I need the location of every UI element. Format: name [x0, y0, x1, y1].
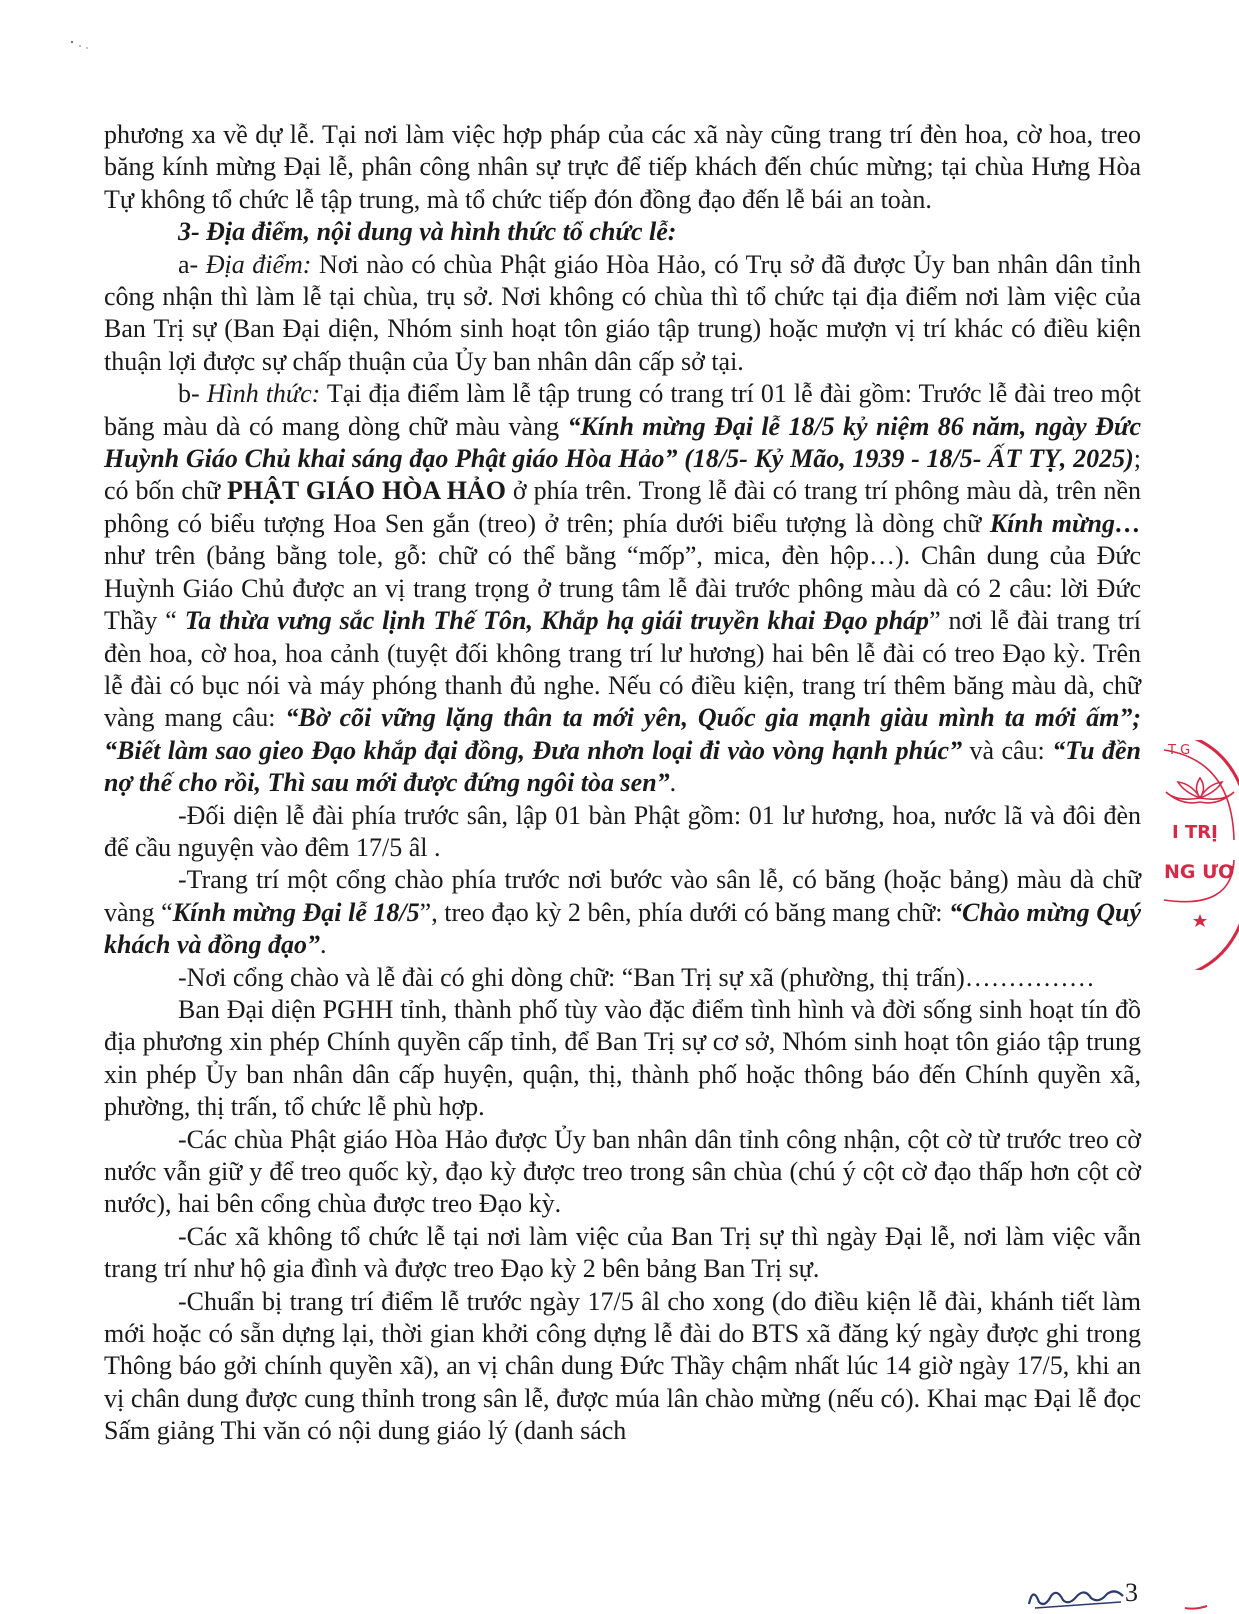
- paragraph-preparation: -Chuẩn bị trang trí điểm lễ trước ngày 17/5 âl cho xong (do điều kiện lễ đài, khánh tiết làm mới hoặc có sẵn dựng lại, thời gian khởi công dựng lễ đài do BTS xã đăng ký ngày được ghi trong Thông báo gởi chính quyền xã), an vị chân dung Đức Thầy chậm nhất lúc 14 giờ ngày 17/5, khi an vị chân dung được cung thỉnh trong sân lễ, được múa lân chào mừng (nếu có). Khai mạc Đại lễ đọc Sấm giảng Thi văn có nội dung giáo lý (danh sách: [104, 1286, 1141, 1446]
- gate-text-3: .: [319, 930, 327, 960]
- stamp-text-mid: I TRỊ: [1172, 822, 1218, 843]
- paragraph-temples: -Các chùa Phật giáo Hòa Hảo được Ủy ban nhân dân tỉnh công nhận, cột cờ từ trước treo cờ nước vẫn giữ y để treo quốc kỳ, đạo kỳ được treo trong sân chùa (chú ý cột cờ đạo thấp hơn cột cờ nước), hai bên cổng chùa được treo Đạo kỳ.: [104, 1124, 1141, 1219]
- paragraph-gate: [104, 864, 1141, 961]
- format-text-7: .: [669, 768, 677, 798]
- paragraph-format: [104, 378, 1141, 799]
- paragraph-altar: -Đối diện lễ đài phía trước sân, lập 01 bàn Phật gồm: 01 lư hương, hoa, nước lã và đôi đèn để cầu nguyện vào đêm 17/5 âl .: [104, 800, 1141, 862]
- document-body: [104, 119, 1141, 1448]
- star-icon: [1193, 914, 1207, 927]
- page-number: 3: [1125, 1578, 1138, 1607]
- gate-quote-1: Kính mừng Đại lễ 18/5: [172, 897, 420, 927]
- paragraph-gate-sign: -Nơi cổng chào và lễ đài có ghi dòng chữ: “Ban Trị sự xã (phường, thị trấn)……………: [178, 962, 1095, 992]
- location-text: Nơi nào có chùa Phật giáo Hòa Hảo, có Trụ sở đã được Ủy ban nhân dân tỉnh công nhận thì làm lễ tại chùa, trụ sở. Nơi không có chùa thì tổ chức tại địa điểm nơi làm việc của Ban Trị sự (Ban Đại diện, Nhóm sinh hoạt tôn giáo tập trung) hoặc mượn vị trí khác có điều kiện thuận lợi được sự chấp thuận của Ủy ban nhân dân cấp sở tại.: [104, 249, 1142, 376]
- stamp-text-top: T G: [1168, 743, 1191, 758]
- scan-speck-marks: [60, 38, 100, 58]
- gate-text-2: ”, treo đạo kỳ 2 bên, phía dưới có băng mang chữ:: [419, 897, 950, 927]
- caps-phgh: PHẬT GIÁO HÒA HẢO: [227, 476, 506, 506]
- format-text-5: ” nơi lễ đài trang trí đèn hoa, cờ hoa, hoa cảnh (tuyệt đối không trang trí lư hương) hai bên lễ đài có treo Đạo kỳ. Trên lễ đài có bục nói và máy phóng thanh đủ nghe. Nếu có điều kiện, trang trí thêm băng màu dà, chữ vàng mang câu:: [104, 606, 1141, 733]
- stamp-text-bot: NG ƯƠ: [1164, 861, 1235, 883]
- format-text-4: như trên (bảng bằng tole, gỗ: chữ có thể bằng “mốp”, mica, đèn hộp…). Chân dung của Đức Huỳnh Giáo Chủ được an vị trang trọng ở trung tâm lễ đài trước phông màu dà có 2 câu: lời Đức Thầy “: [104, 541, 1141, 636]
- label-location: Địa điểm:: [205, 249, 312, 279]
- format-text-3: ở phía trên. Trong lễ đài có trang trí phông màu dà, trên nền phông có biểu tượng Hoa Sen gắn (treo) ở trên; phía dưới biểu tượng là dòng chữ: [104, 476, 1142, 538]
- banner-quote-4: “Bờ cõi vững lặng thân ta mới yên, Quốc gia mạnh giàu mình ta mới ấm”; “Biết làm sao gieo Đạo khắp đại đồng, Đưa nhơn loại đi vào vòng hạnh phúc”: [104, 703, 1142, 765]
- item-prefix-b: b-: [178, 379, 207, 409]
- paragraph-location: [104, 249, 1141, 379]
- banner-quote-2: Kính mừng…: [989, 508, 1141, 538]
- red-seal-stamp: [1162, 740, 1239, 970]
- banner-quote-3: Ta thừa vưng sắc lịnh Thế Tôn, Khắp hạ giái truyền khai Đạo pháp: [184, 606, 930, 636]
- gate-text-1: -Trang trí một cổng chào phía trước nơi bước vào sân lễ, có băng (hoặc bảng) màu dà chữ vàng “: [104, 865, 1141, 927]
- section-heading-3: 3- Địa điểm, nội dung và hình thức tổ chức lễ:: [178, 217, 677, 247]
- banner-quote-1: “Kính mừng Đại lễ 18/5 kỷ niệm 86 năm, ngày Đức Huỳnh Giáo Chủ khai sáng đạo Phật giáo Hòa Hảo” (18/5- Kỷ Mão, 1939 - 18/5- ẤT TỴ, 2025): [104, 411, 1141, 474]
- format-text-6: và câu:: [962, 735, 1053, 765]
- item-prefix-a: a-: [178, 249, 206, 279]
- paragraph-continuation: phương xa về dự lễ. Tại nơi làm việc hợp pháp của các xã này cũng trang trí đèn hoa, cờ hoa, treo băng kính mừng Đại lễ, phân công nhân sự trực để tiếp khách đến chúc mừng; tại chùa Hưng Hòa Tự không tổ chức lễ tập trung, mà tổ chức tiếp đón đồng đạo đến lễ bái an toàn.: [104, 120, 1141, 214]
- paragraph-representatives: Ban Đại diện PGHH tỉnh, thành phố tùy vào đặc điểm tình hình và đời sống sinh hoạt tín đồ địa phương xin phép Chính quyền cấp tỉnh, để Ban Trị sự cơ sở, Nhóm sinh hoạt tôn giáo tập trung xin phép Ủy ban nhân dân cấp huyện, quận, thị, thành phố hoặc thông báo đến Chính quyền xã, phường, thị trấn, tổ chức lễ phù hợp.: [104, 994, 1141, 1122]
- label-format: Hình thức:: [206, 379, 321, 409]
- gate-quote-2: “Chào mừng Quý khách và đồng đạo”: [104, 897, 1141, 960]
- format-text-1: Tại địa điểm làm lễ tập trung có trang trí 01 lễ đài gồm: Trước lễ đài treo một băng màu dà có mang dòng chữ màu vàng: [104, 379, 1141, 441]
- format-text-2: ; có bốn chữ: [104, 444, 1141, 506]
- banner-quote-5: “Tu đền nợ thế cho rồi, Thì sau mới được đứng ngôi tòa sen”: [104, 735, 1141, 798]
- paragraph-communes: -Các xã không tổ chức lễ tại nơi làm việc của Ban Trị sự thì ngày Đại lễ, nơi làm việc vẫn trang trí như hộ gia đình và được treo Đạo kỳ 2 bên bảng Ban Trị sự.: [104, 1221, 1141, 1284]
